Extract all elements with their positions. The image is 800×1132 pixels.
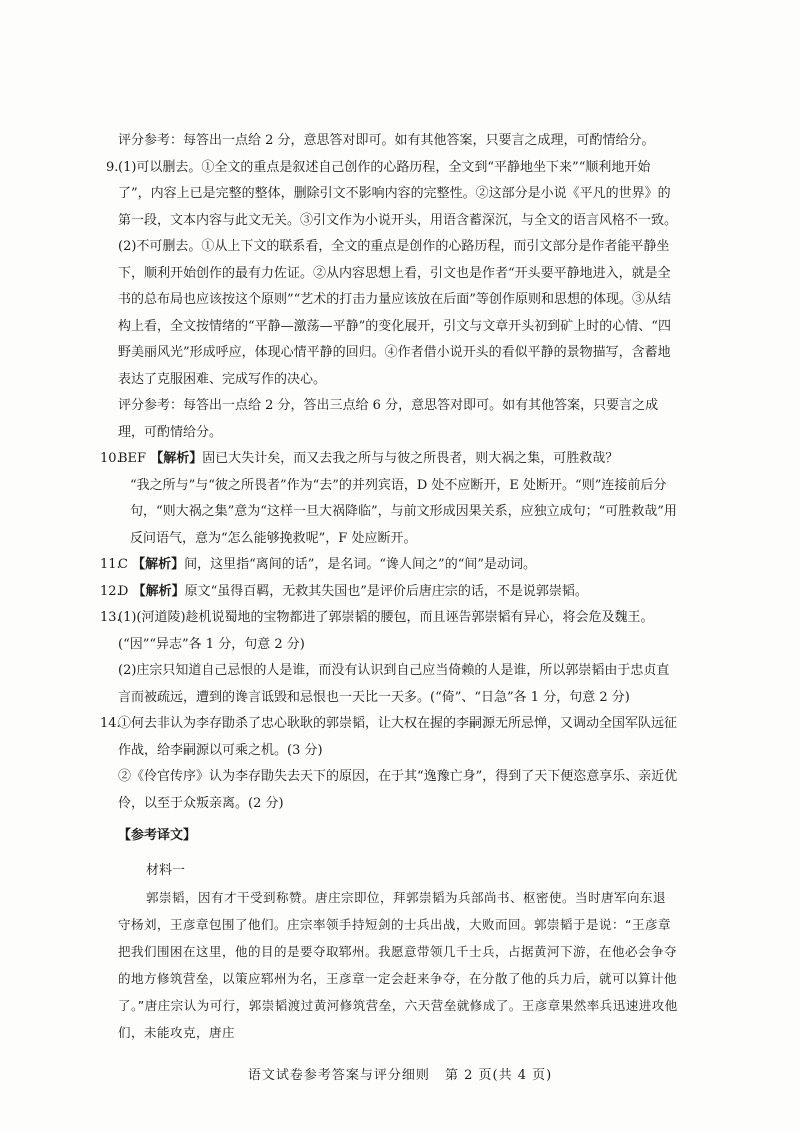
answer-line bbox=[118, 446, 618, 473]
answer-part-1: (1)可以删去。①全文的重点是叙述自己创作的心路历程，全文到“平静地坐下来”“顺利地开始了”，内容上已是完整的整体，删除引文不影响内容的完整性。②这部分是小说《平凡的世界》的第一段，文本内容与此文无关。③引文作为小说开头，用语含蓄深沉，与全文的语言风格不一致。 bbox=[118, 159, 678, 228]
answer-choice: BEF bbox=[118, 451, 147, 466]
analysis-text: 原文“虽得百羁，无救其失国也”是评价后唐庄宗的话，不是说郭崇韬。 bbox=[184, 583, 588, 599]
answer-choice: C bbox=[118, 557, 128, 572]
answer-line bbox=[118, 579, 588, 606]
page-number: 第 2 页(共 4 页) bbox=[444, 1068, 553, 1083]
analysis-tag: 【解析】 bbox=[132, 557, 185, 572]
translation-text: 郭崇韬，因有才干受到称赞。唐庄宗即位，拜郭崇韬为兵部尚书、枢密使。当时唐军向东退守杨刘，王彦章包围了他们。庄宗率领手持短剑的士兵出战，大败而回。郭崇韬于是说：“王彦章把我们围困在这里，他的目的是要夺取郓州。我愿意带领几千士兵，占据黄河下游，在他必会争夺的地方修筑营垒，以策应郓州为名，王彦章一定会赶来争夺，在分散了他的兵力后，就可以算计他了。”唐庄宗认为可行，郭崇韬渡过黄河修筑营垒，六天营垒就修成了。王彦章果然率兵迅速进攻他们，未能攻克，唐庄 bbox=[118, 890, 678, 1040]
question-11: 11. C 【解析】间，这里指“离间的话”，是名词。“谗人间之”的“间”是动词。 bbox=[118, 552, 678, 579]
analysis-explanation: “我之所与”与“彼之所畏者”作为“去”的并列宾语，D 处不应断开，E 处断开。“则”连接前后分句，“则大祸之集”意为“这样一旦大祸降临”，与前文形成因果关系，应独立成句；“可胜救哉”用反问语气，意为“怎么能够挽救呢”，F 处应断开。 bbox=[130, 477, 677, 546]
analysis-text: 固已大失计矣，而又去我之所与与彼之所畏者，则大祸之集，可胜救哉？ bbox=[202, 451, 619, 466]
document-content bbox=[100, 128, 678, 1046]
scoring-note: 评分参考：每答出一点给 2 分，答出三点给 6 分，意思答对即可。如有其他答案，只要言之成理，可酌情给分。 bbox=[118, 398, 659, 440]
analysis-tag: 【解析】 bbox=[150, 451, 203, 466]
page-footer bbox=[0, 1064, 800, 1083]
question-14: 14. ①何去非认为李存勖杀了忠心耿耿的郭崇韬，让大权在握的李嗣源无所忌惮，又调动全国军队远征作战，给李嗣源以可乘之机。(3 分) bbox=[118, 711, 678, 764]
footer-title: 语文试卷参考答案与评分细则 bbox=[247, 1068, 430, 1083]
answer-choice: D bbox=[118, 583, 129, 599]
question-12: 12. D 【解析】原文“虽得百羁，无救其失国也”是评价后唐庄宗的话，不是说郭崇韬。 bbox=[118, 579, 678, 606]
scoring-note: 评分参考：每答出一点给 2 分，意思答对即可。如有其他答案，只要言之成理，可酌情给分。 bbox=[118, 133, 655, 148]
answer-part-2: ②《伶官传序》认为李存勖失去天下的原因，在于其“逸豫亡身”，得到了天下便恣意享乐、亲近优伶，以至于众叛亲离。(2 分) bbox=[118, 769, 678, 811]
answer-part-1: ①何去非认为李存勖杀了忠心耿耿的郭崇韬，让大权在握的李嗣源无所忌惮，又调动全国军队远征作战，给李嗣源以可乘之机。(3 分) bbox=[118, 716, 678, 758]
reference-translation-heading: 【参考译文】 bbox=[118, 828, 197, 843]
answer-part-2: (2)不可删去。①从上下文的联系看，全文的重点是创作的心路历程，而引文部分是作者能平静坐下，顺利开始创作的最有力佐证。②从内容思想上看，引文也是作者“开头要平静地进入，就是全书的总布局也应该按这个原则”“艺术的打击力量应该放在后面”等创作原则和思想的体现。③从结构上看，全文按情绪的“平静—激荡—平静”的变化展开，引文与文章开头初到矿上时的心情、“四野美丽风光”形成呼应，体现心情平静的回归。④作者借小说开头的看似平静的景物描写，含蓄地表达了克服困难、完成写作的决心。 bbox=[118, 239, 671, 387]
analysis-tag: 【解析】 bbox=[132, 583, 185, 599]
answer-part-2: (2)庄宗只知道自己忌恨的人是谁，而没有认识到自己应当倚赖的人是谁，所以郭崇韬由于忠贞直言而被疏远，遭到的谗言诋毁和忌恨也一天比一天多。(“倚”、“日急”各 1 分，句意 2 分) bbox=[118, 663, 670, 705]
answer-line bbox=[118, 552, 536, 579]
material-heading: 材料一 bbox=[146, 862, 186, 878]
question-9: 9. (1)可以删去。①全文的重点是叙述自己创作的心路历程，全文到“平静地坐下来”“顺利地开始了”，内容上已是完整的整体，删除引文不影响内容的完整性。②这部分是小说《平凡的世界》的第一段，文本内容与此文无关。③引文作为小说开头，用语含蓄深沉，与全文的语言风格不一致。 bbox=[118, 155, 678, 235]
analysis-text: 间，这里指“离间的话”，是名词。“谗人间之”的“间”是动词。 bbox=[184, 557, 536, 572]
question-10: 10. BEF 【解析】固已大失计矣，而又去我之所与与彼之所畏者，则大祸之集，可胜救哉？ bbox=[118, 446, 678, 473]
question-13: 13. (1)(河道陵)趁机说蜀地的宝物都进了郭崇韬的腰包，而且诬告郭崇韬有异心，将会危及魏王。(“因”“异志”各 1 分，句意 2 分) bbox=[118, 605, 678, 658]
answer-part-1: (1)(河道陵)趁机说蜀地的宝物都进了郭崇韬的腰包，而且诬告郭崇韬有异心，将会危及魏王。(“因”“异志”各 1 分，句意 2 分) bbox=[118, 610, 654, 652]
